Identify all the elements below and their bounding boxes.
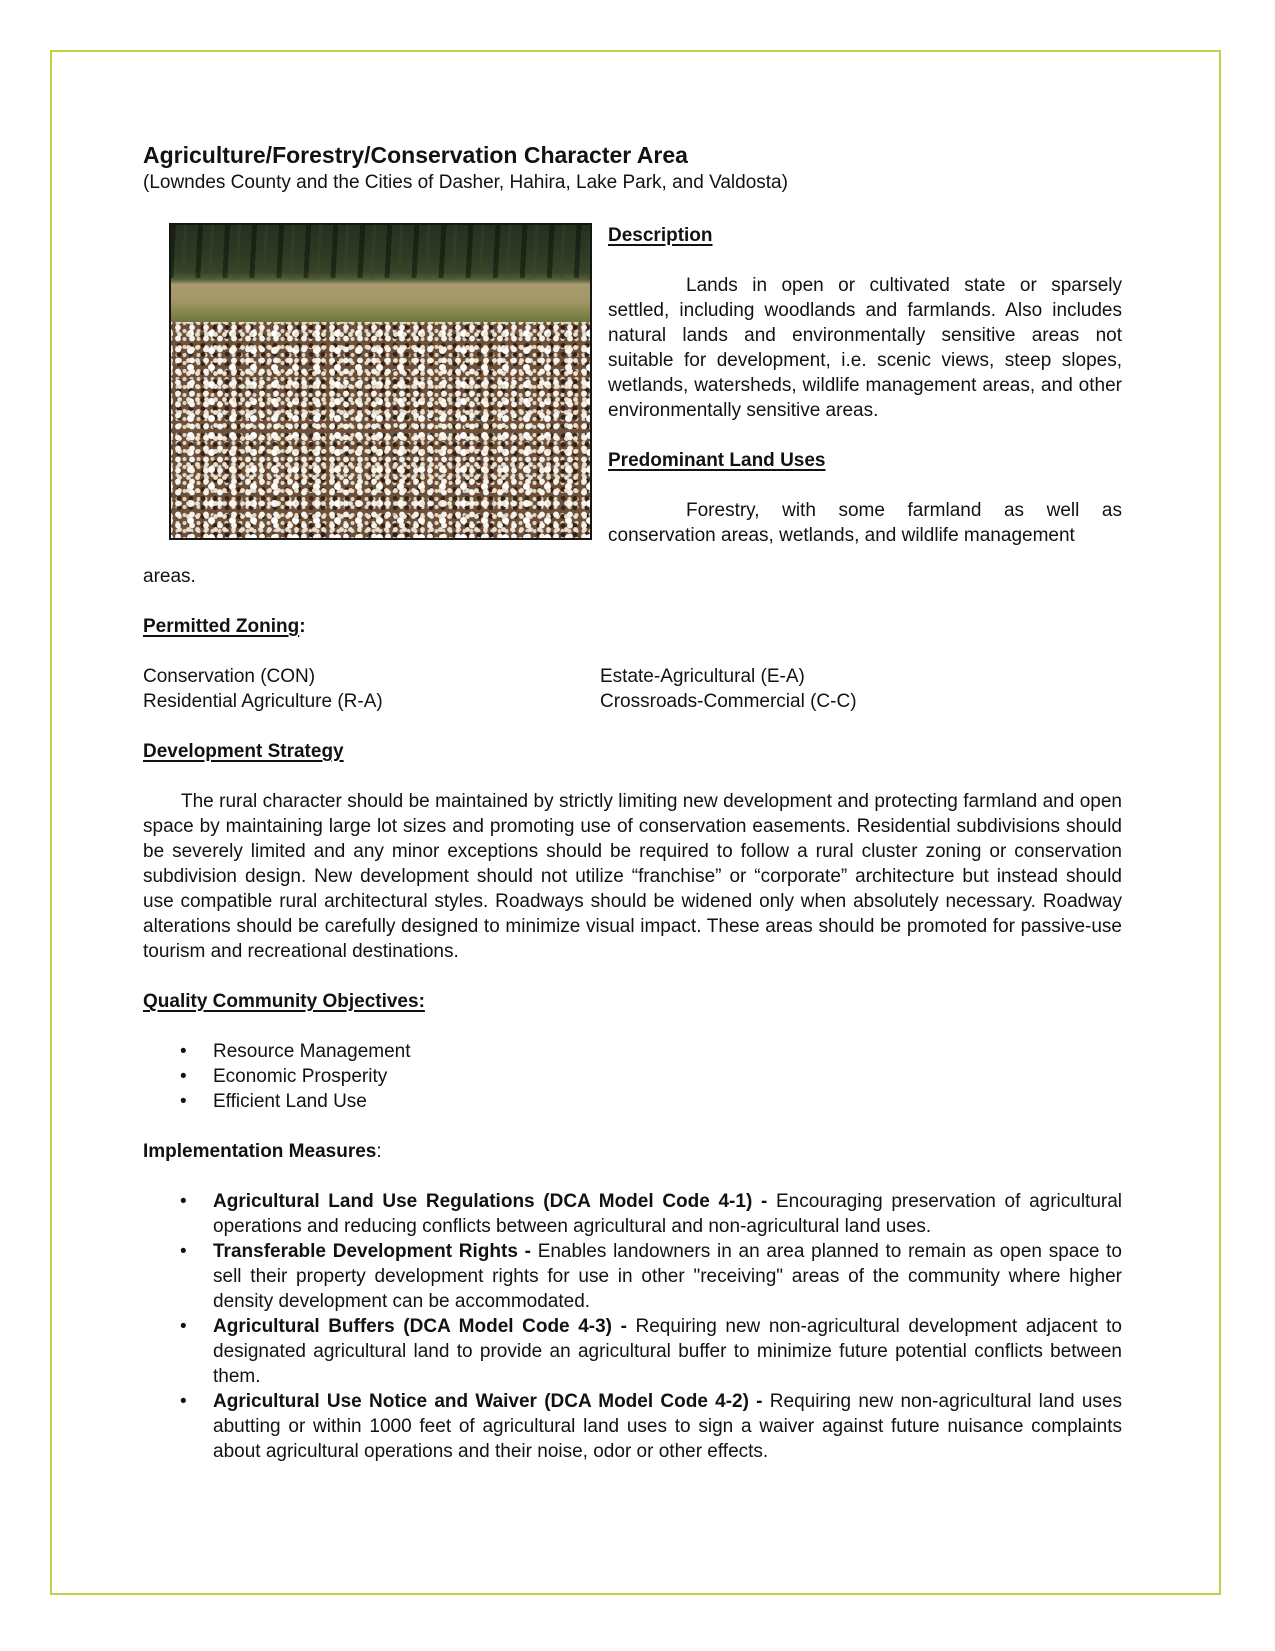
zoning-cell: Crossroads-Commercial (C-C) <box>600 691 857 712</box>
predominant-land-uses-paragraph: Forestry, with some farmland as well as conservation areas, wetlands, and wildlife management <box>608 500 1122 546</box>
description-column <box>608 223 1122 548</box>
bullet-icon: • <box>180 1316 187 1337</box>
measure-title: Agricultural Land Use Regulations (DCA Model Code 4-1) - <box>213 1191 776 1212</box>
page-title: Agriculture/Forestry/Conservation Character Area <box>143 142 688 168</box>
measure-text: Requiring new non-agricultural development adjacent to designated agricultural land to provide an agricultural buffer to minimize future potential conflicts between them. <box>213 1316 1122 1387</box>
predominant-land-uses-heading: Predominant Land Uses <box>608 450 826 471</box>
list-item <box>143 1064 1122 1089</box>
bullet-icon: • <box>180 1241 187 1262</box>
list-item <box>143 1039 1122 1064</box>
page-subtitle: (Lowndes County and the Cities of Dasher, Hahira, Lake Park, and Valdosta) <box>143 172 788 193</box>
cotton-field-photo <box>169 223 592 540</box>
bullet-icon: • <box>180 1091 187 1112</box>
measure-text: Enables landowners in an area planned to remain as open space to sell their property development rights for use in other "receiving" areas of the community where higher density development can be accommodated. <box>213 1241 1122 1312</box>
measure-title: Transferable Development Rights - <box>213 1241 538 1262</box>
quality-community-objectives-list <box>143 1039 1122 1114</box>
bullet-icon: • <box>180 1066 187 1087</box>
photo-and-description-row <box>143 223 1122 548</box>
list-item <box>143 1314 1122 1389</box>
bullet-icon: • <box>180 1041 187 1062</box>
implementation-measures-heading-text: Implementation Measures <box>143 1141 377 1162</box>
list-item <box>143 1389 1122 1464</box>
zoning-cell: Residential Agriculture (R-A) <box>143 691 383 712</box>
measure-text: Requiring new non-agricultural land uses abutting or within 1000 feet of agricultural land uses to sign a waiver against future nuisance complaints about agricultural operations and their noise, odor or other effects. <box>213 1391 1122 1462</box>
description-heading: Description <box>608 225 713 246</box>
objective-label: Resource Management <box>213 1041 411 1062</box>
implementation-measures-list <box>143 1189 1122 1464</box>
objective-label: Economic Prosperity <box>213 1066 388 1087</box>
list-item <box>143 1189 1122 1239</box>
list-item <box>143 1239 1122 1314</box>
zoning-cell: Conservation (CON) <box>143 666 316 687</box>
measure-text: Encouraging preservation of agricultural operations and reducing conflicts between agricultural and non-agricultural land uses. <box>213 1191 1122 1237</box>
zoning-cell: Estate-Agricultural (E-A) <box>600 666 805 687</box>
predominant-land-uses-continuation: areas. <box>143 566 196 587</box>
implementation-measures-heading-colon: : <box>376 1141 382 1162</box>
measure-title: Agricultural Buffers (DCA Model Code 4-3) - <box>213 1316 636 1337</box>
description-paragraph: Lands in open or cultivated state or sparsely settled, including woodlands and farmlands. Also includes natural lands and environmentally sensitive areas not suitable for development, i.e. scenic views, steep slopes, wetlands, watersheds, wildlife management areas, and other environmentally sensitive areas. <box>608 275 1122 421</box>
bullet-icon: • <box>180 1391 187 1412</box>
permitted-zoning-heading <box>143 614 1122 639</box>
objective-label: Efficient Land Use <box>213 1091 367 1112</box>
measure-title: Agricultural Use Notice and Waiver (DCA Model Code 4-2) - <box>213 1391 770 1412</box>
implementation-measures-heading <box>143 1139 1122 1164</box>
list-item <box>143 1089 1122 1114</box>
quality-community-objectives-heading: Quality Community Objectives: <box>143 991 425 1012</box>
permitted-zoning-table <box>143 664 1122 714</box>
development-strategy-paragraph: The rural character should be maintained by strictly limiting new development and protecting farmland and open space by maintaining large lot sizes and promoting use of conservation easements. Residential subdivisions should be severely limited and any minor exceptions should be required to follow a rural cluster zoning or conservation subdivision design. New development should not utilize “franchise” or “corporate” architecture but instead should use compatible rural architectural styles. Roadways should be widened only when absolutely necessary. Roadway alterations should be carefully designed to minimize visual impact. These areas should be promoted for passive-use tourism and recreational destinations. <box>143 791 1122 962</box>
permitted-zoning-heading-colon: : <box>299 616 306 637</box>
bullet-icon: • <box>180 1191 187 1212</box>
permitted-zoning-heading-text: Permitted Zoning <box>143 616 300 637</box>
development-strategy-heading: Development Strategy <box>143 741 344 762</box>
page-content <box>143 141 1122 1464</box>
